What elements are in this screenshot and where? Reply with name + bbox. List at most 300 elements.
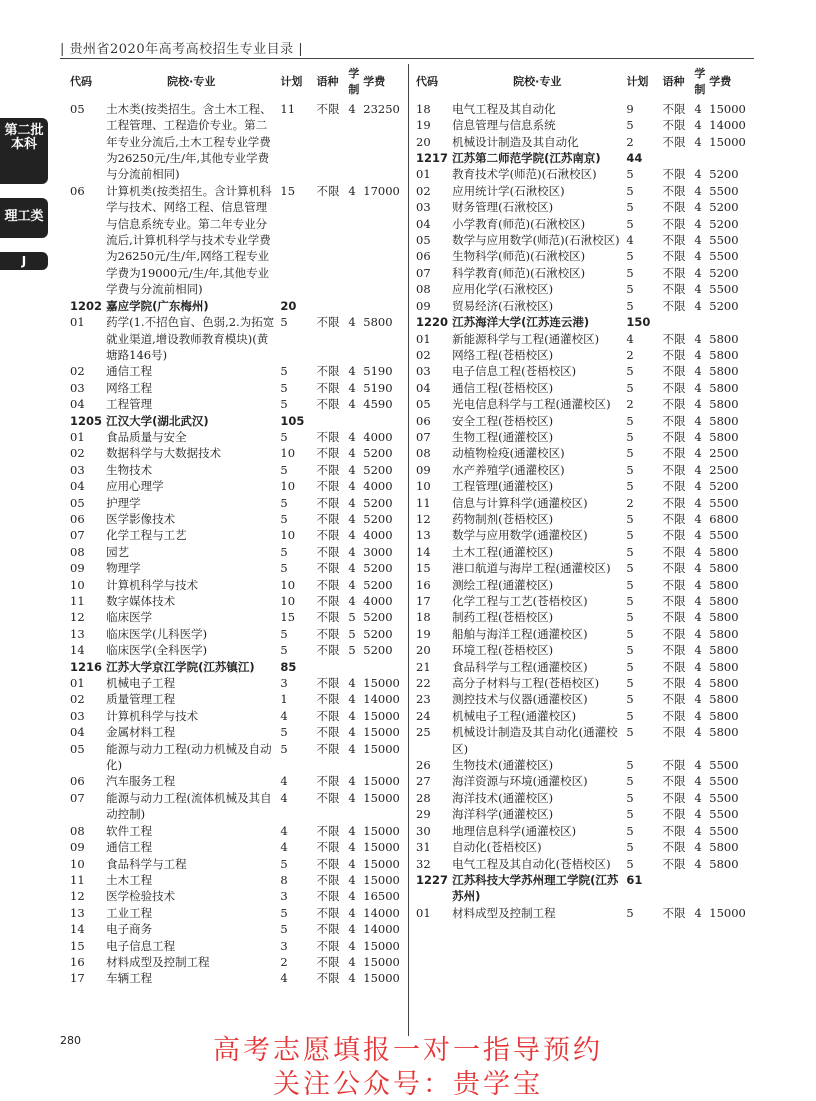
cell-fee: 5800	[709, 380, 739, 395]
cell-code: 19	[416, 118, 431, 133]
cell-fee: 5800	[709, 692, 739, 707]
cell-fee: 5800	[709, 364, 739, 379]
cell-plan: 5	[280, 544, 288, 559]
cell-name: 机械电子工程	[106, 676, 176, 691]
cell-plan: 5	[626, 298, 634, 313]
major-row	[70, 938, 410, 954]
cell-plan: 2	[280, 954, 288, 969]
cell-code: 07	[70, 528, 85, 543]
major-row	[70, 954, 410, 970]
cell-name: 生物技术(通灌校区)	[452, 758, 554, 773]
cell-name: 化学工程与工艺	[106, 528, 187, 543]
cell-fee	[363, 413, 410, 429]
cell-plan: 10	[280, 528, 296, 543]
cell-years: 4	[694, 380, 702, 395]
major-row	[416, 593, 756, 609]
col-code-header: 代码	[416, 75, 438, 89]
cell-lang: 不限	[662, 364, 686, 379]
cell-lang: 不限	[662, 626, 686, 641]
watermark-line-1: 高考志愿填报一对一指导预约	[213, 1035, 603, 1066]
cell-code: 06	[70, 774, 85, 789]
major-row	[416, 429, 756, 445]
cell-lang: 不限	[662, 528, 686, 543]
cell-plan: 5	[626, 610, 634, 625]
school-row	[416, 150, 756, 166]
cell-years: 4	[348, 446, 356, 461]
cell-years: 4	[694, 577, 702, 592]
cell-fee: 15000	[363, 741, 400, 756]
cell-code: 12	[70, 889, 85, 904]
cell-lang: 不限	[662, 594, 686, 608]
cell-plan: 5	[280, 725, 288, 740]
cell-plan: 5	[626, 823, 634, 838]
major-row	[70, 429, 410, 445]
cell-plan: 5	[626, 561, 634, 576]
col-plan-header: 计划	[280, 75, 303, 89]
cell-code: 01	[70, 676, 85, 691]
cell-fee: 5200	[709, 479, 739, 494]
cell-name: 环境工程(苍梧校区)	[452, 643, 554, 658]
cell-years: 4	[694, 708, 702, 723]
cell-name: 医学检验技术	[106, 889, 176, 904]
cell-name: 土木工程(通灌校区)	[452, 544, 554, 559]
cell-code: 08	[416, 282, 431, 297]
cell-code: 09	[70, 561, 85, 576]
cell-fee: 15000	[363, 840, 400, 855]
major-row	[70, 495, 410, 511]
cell-plan: 10	[280, 446, 296, 461]
cell-plan: 5	[626, 479, 634, 494]
cell-plan: 15	[280, 183, 296, 198]
cell-plan: 5	[280, 905, 288, 920]
cell-name: 电气工程及其自动化	[452, 101, 556, 116]
cell-years: 4	[348, 183, 356, 198]
cell-code: 05	[70, 741, 85, 756]
cell-name: 食品质量与安全	[106, 429, 187, 444]
cell-code: 08	[416, 446, 431, 461]
major-row	[416, 773, 756, 789]
cell-name: 药学(1.不招色盲、色弱,2.为拓宽就业渠道,增设教师教育模块)(黄塘路146号)	[106, 315, 275, 362]
cell-years: 4	[348, 101, 356, 116]
cell-fee: 15000	[709, 101, 746, 116]
cell-fee: 5500	[709, 774, 739, 789]
major-row	[70, 478, 410, 494]
school-row	[70, 413, 410, 429]
cell-lang: 不限	[662, 167, 686, 182]
cell-name: 贸易经济(石湫校区)	[452, 298, 554, 313]
cell-plan: 5	[626, 364, 634, 379]
cell-fee: 5800	[709, 676, 739, 691]
major-row	[416, 445, 756, 461]
cell-code: 13	[416, 528, 431, 543]
cell-code: 10	[416, 479, 431, 494]
major-row	[70, 363, 410, 379]
cell-years: 4	[694, 429, 702, 444]
cell-years: 4	[348, 741, 356, 756]
cell-code: 05	[416, 233, 431, 248]
school-row	[70, 659, 410, 675]
cell-fee: 14000	[363, 905, 400, 920]
cell-plan: 5	[626, 840, 634, 855]
cell-years: 4	[694, 282, 702, 297]
cell-years: 5	[348, 610, 356, 625]
major-row	[416, 806, 756, 822]
cell-code: 16	[416, 577, 431, 592]
cell-fee: 23250	[363, 101, 400, 116]
cell-code: 11	[70, 872, 85, 887]
cell-code: 18	[416, 101, 431, 116]
cell-name: 临床医学(全科医学)	[106, 643, 208, 658]
cell-code: 29	[416, 807, 431, 822]
cell-code: 16	[70, 954, 85, 969]
cell-code: 25	[416, 725, 431, 740]
cell-code: 1202	[70, 298, 103, 313]
cell-fee: 5200	[363, 495, 393, 510]
cell-years: 4	[348, 856, 356, 871]
cell-name: 小学教育(师范)(石湫校区)	[452, 216, 586, 231]
cell-name: 嘉应学院(广东梅州)	[106, 298, 209, 313]
cell-code: 13	[70, 905, 85, 920]
cell-fee: 5200	[709, 265, 739, 280]
cell-plan: 10	[280, 577, 296, 592]
major-row	[70, 888, 410, 904]
cell-fee: 5200	[363, 561, 393, 576]
cell-years: 4	[348, 905, 356, 920]
cell-plan: 5	[280, 856, 288, 871]
cell-plan: 5	[626, 167, 634, 182]
cell-code: 23	[416, 692, 431, 707]
cell-name: 电气工程及其自动化(苍梧校区)	[452, 856, 611, 871]
major-row	[70, 823, 410, 839]
cell-fee: 4590	[363, 397, 393, 412]
cell-plan: 150	[626, 315, 651, 330]
col-name-header: 院校·专业	[513, 75, 562, 89]
cell-plan: 5	[280, 364, 288, 379]
cell-code: 12	[70, 610, 85, 625]
cell-years: 4	[694, 856, 702, 871]
col-lang-header: 语种	[662, 75, 685, 89]
cell-name: 船舶与海洋工程(通灌校区)	[452, 626, 588, 641]
cell-lang: 不限	[316, 971, 340, 986]
major-row	[416, 560, 756, 576]
cell-years: 4	[694, 364, 702, 379]
cell-years: 4	[348, 577, 356, 592]
cell-years	[694, 314, 709, 330]
major-row	[416, 101, 756, 117]
major-row	[70, 642, 410, 658]
cell-lang	[663, 872, 695, 905]
cell-code: 09	[70, 840, 85, 855]
cell-plan: 5	[280, 922, 288, 937]
major-row	[70, 380, 410, 396]
major-row	[70, 790, 410, 823]
major-row	[70, 609, 410, 625]
cell-name: 高分子材料与工程(苍梧校区)	[452, 676, 600, 691]
col-name-header: 院校·专业	[167, 75, 216, 89]
cell-fee: 15000	[709, 905, 746, 920]
cell-lang: 不限	[662, 413, 686, 428]
cell-plan: 5	[626, 856, 634, 871]
cell-fee	[709, 314, 756, 330]
major-row	[70, 905, 410, 921]
cell-lang: 不限	[316, 561, 340, 576]
cell-name: 汽车服务工程	[106, 774, 176, 789]
major-row	[416, 396, 756, 412]
cell-plan: 85	[280, 659, 297, 674]
cell-plan: 4	[280, 790, 288, 805]
cell-years: 4	[348, 692, 356, 707]
cell-years: 4	[348, 364, 356, 379]
cell-lang: 不限	[662, 905, 686, 920]
cell-name: 江苏海洋大学(江苏连云港)	[452, 315, 590, 330]
cell-plan: 5	[280, 462, 288, 477]
cell-plan: 5	[626, 577, 634, 592]
cell-plan: 4	[280, 774, 288, 789]
cell-name: 能源与动力工程(流体机械及其自动控制)	[106, 790, 272, 822]
cell-name: 生物技术	[106, 462, 153, 477]
major-row	[70, 462, 410, 478]
cell-years: 4	[694, 790, 702, 805]
cell-lang: 不限	[316, 889, 340, 904]
major-row	[70, 626, 410, 642]
cell-name: 信息与计算科学(通灌校区)	[452, 495, 588, 510]
cell-name: 金属材料工程	[106, 725, 176, 740]
left-table	[70, 66, 410, 987]
cell-years: 4	[348, 315, 356, 330]
cell-code: 17	[70, 971, 85, 986]
col-code-header: 代码	[70, 75, 92, 89]
cell-years: 4	[694, 676, 702, 691]
cell-lang: 不限	[316, 446, 340, 461]
cell-years: 4	[348, 971, 356, 986]
major-row	[70, 970, 410, 986]
cell-years: 5	[348, 626, 356, 641]
cell-plan: 5	[626, 708, 634, 723]
cell-fee: 5800	[709, 643, 739, 658]
cell-name: 材料成型及控制工程	[106, 954, 210, 969]
cell-fee: 5200	[363, 610, 393, 625]
cell-years: 4	[348, 561, 356, 576]
school-row	[70, 298, 410, 314]
column-divider	[408, 64, 409, 1036]
cell-plan: 5	[626, 626, 634, 641]
major-row	[416, 856, 756, 872]
cell-years: 4	[694, 101, 702, 116]
cell-lang: 不限	[662, 101, 686, 116]
cell-lang: 不限	[662, 774, 686, 789]
cell-code: 14	[70, 922, 85, 937]
cell-name: 测控技术与仪器(通灌校区)	[452, 692, 588, 707]
cell-fee: 5800	[709, 708, 739, 723]
cell-name: 地理信息科学(通灌校区)	[452, 823, 577, 838]
cell-code: 04	[416, 216, 431, 231]
major-row	[70, 872, 410, 888]
side-tabs	[0, 118, 50, 284]
cell-fee: 15000	[363, 872, 400, 887]
cell-lang: 不限	[662, 282, 686, 297]
cell-fee: 5190	[363, 364, 393, 379]
cell-lang: 不限	[662, 216, 686, 231]
cell-name: 江苏大学京江学院(江苏镇江)	[106, 659, 255, 674]
cell-lang: 不限	[316, 676, 340, 691]
cell-years: 4	[694, 774, 702, 789]
cell-plan: 5	[626, 216, 634, 231]
cell-years: 4	[348, 676, 356, 691]
cell-name: 计算机科学与技术	[106, 577, 199, 592]
major-row	[70, 560, 410, 576]
cell-plan: 4	[280, 708, 288, 723]
cell-lang: 不限	[662, 183, 686, 198]
cell-lang: 不限	[662, 233, 686, 248]
major-row	[416, 511, 756, 527]
major-row	[416, 232, 756, 248]
cell-years: 4	[348, 725, 356, 740]
major-row	[416, 380, 756, 396]
major-row	[70, 314, 410, 363]
cell-years: 4	[348, 774, 356, 789]
cell-lang: 不限	[316, 872, 340, 887]
cell-lang: 不限	[316, 364, 340, 379]
major-row	[416, 675, 756, 691]
cell-name: 药物制剂(苍梧校区)	[452, 511, 554, 526]
cell-fee: 5800	[709, 725, 739, 740]
cell-fee: 17000	[363, 183, 400, 198]
cell-fee: 15000	[363, 708, 400, 723]
cell-years: 4	[694, 807, 702, 822]
cell-code: 03	[70, 708, 85, 723]
major-row	[70, 839, 410, 855]
cell-lang: 不限	[662, 331, 686, 346]
col-fee-header: 学费	[363, 75, 386, 89]
cell-years: 4	[348, 594, 356, 608]
cell-name: 能源与动力工程(动力机械及自动化)	[106, 741, 272, 773]
cell-lang	[317, 298, 349, 314]
col-years-header: 学制	[694, 67, 706, 97]
cell-fee: 15000	[363, 790, 400, 805]
cell-code: 10	[70, 577, 85, 592]
cell-name: 财务管理(石湫校区)	[452, 200, 554, 215]
cell-fee: 14000	[363, 692, 400, 707]
major-row	[416, 265, 756, 281]
cell-name: 网络工程(苍梧校区)	[452, 347, 554, 362]
cell-lang: 不限	[662, 643, 686, 658]
cell-plan: 5	[626, 462, 634, 477]
cell-fee: 5800	[709, 856, 739, 871]
major-row	[416, 298, 756, 314]
cell-plan: 5	[626, 282, 634, 297]
major-row	[416, 609, 756, 625]
cell-plan: 3	[280, 889, 288, 904]
cell-fee: 5190	[363, 380, 393, 395]
cell-name: 计算机类(按类招生。含计算机科学与技术、网络工程、信息管理与信息系统专业。第二年专业分流后,计算机科学与技术专业学费为26250元/生/年,网络工程专业学费为19000元/生/年,其他专业学费与分流前相同)	[106, 183, 272, 297]
cell-fee: 5800	[709, 544, 739, 559]
cell-code: 12	[416, 511, 431, 526]
cell-plan: 5	[626, 265, 634, 280]
cell-lang	[317, 659, 349, 675]
cell-code: 04	[70, 479, 85, 494]
cell-plan: 5	[626, 446, 634, 461]
cell-code: 05	[70, 495, 85, 510]
cell-fee: 5200	[709, 216, 739, 231]
cell-years: 4	[694, 823, 702, 838]
cell-plan: 5	[626, 725, 634, 740]
school-row	[416, 872, 756, 905]
cell-lang: 不限	[316, 544, 340, 559]
cell-years: 4	[694, 134, 702, 149]
cell-years: 4	[348, 544, 356, 559]
cell-plan: 5	[626, 528, 634, 543]
cell-code: 11	[70, 594, 85, 608]
cell-lang: 不限	[662, 265, 686, 280]
cell-fee: 15000	[363, 774, 400, 789]
side-tab-category: 理工类	[0, 198, 48, 238]
major-row	[70, 445, 410, 461]
cell-years: 4	[694, 413, 702, 428]
cell-name: 物理学	[106, 561, 141, 576]
cell-name: 数字媒体技术	[106, 594, 176, 608]
cell-code: 21	[416, 659, 431, 674]
cell-plan: 5	[280, 495, 288, 510]
cell-code: 31	[416, 840, 431, 855]
cell-fee: 5200	[709, 200, 739, 215]
cell-fee: 15000	[363, 823, 400, 838]
cell-plan: 15	[280, 610, 296, 625]
cell-lang: 不限	[316, 954, 340, 969]
cell-name: 化学工程与工艺(苍梧校区)	[452, 594, 588, 608]
major-row	[416, 478, 756, 494]
cell-fee: 5200	[363, 626, 393, 641]
cell-fee: 3000	[363, 544, 393, 559]
cell-years: 4	[694, 840, 702, 855]
cell-plan: 8	[280, 872, 288, 887]
cell-name: 护理学	[106, 495, 141, 510]
cell-code: 1216	[70, 659, 103, 674]
major-row	[416, 790, 756, 806]
cell-lang: 不限	[662, 397, 686, 412]
cell-plan: 5	[626, 807, 634, 822]
cell-fee	[363, 659, 410, 675]
cell-code: 06	[70, 511, 85, 526]
major-row	[416, 527, 756, 543]
cell-years: 4	[348, 429, 356, 444]
cell-plan: 44	[626, 151, 643, 166]
cell-plan: 4	[280, 971, 288, 986]
cell-name: 土木工程	[106, 872, 153, 887]
cell-years: 4	[348, 511, 356, 526]
cell-fee: 5800	[709, 397, 739, 412]
cell-lang: 不限	[662, 511, 686, 526]
cell-code: 01	[416, 167, 431, 182]
cell-years: 4	[348, 889, 356, 904]
cell-years: 4	[348, 495, 356, 510]
cell-lang: 不限	[662, 429, 686, 444]
cell-years: 4	[348, 954, 356, 969]
major-row	[416, 199, 756, 215]
cell-plan: 2	[626, 495, 634, 510]
major-row	[70, 921, 410, 937]
cell-years: 4	[694, 626, 702, 641]
cell-code: 02	[416, 347, 431, 362]
cell-lang: 不限	[662, 610, 686, 625]
cell-code: 1205	[70, 413, 103, 428]
cell-name: 数学与应用数学(师范)(石湫校区)	[452, 233, 620, 248]
major-row	[416, 691, 756, 707]
cell-lang: 不限	[662, 577, 686, 592]
watermark-line-2: 关注公众号：贵学宝	[273, 1069, 543, 1100]
cell-lang: 不限	[316, 905, 340, 920]
cell-fee: 5500	[709, 495, 739, 510]
cell-plan: 5	[280, 511, 288, 526]
